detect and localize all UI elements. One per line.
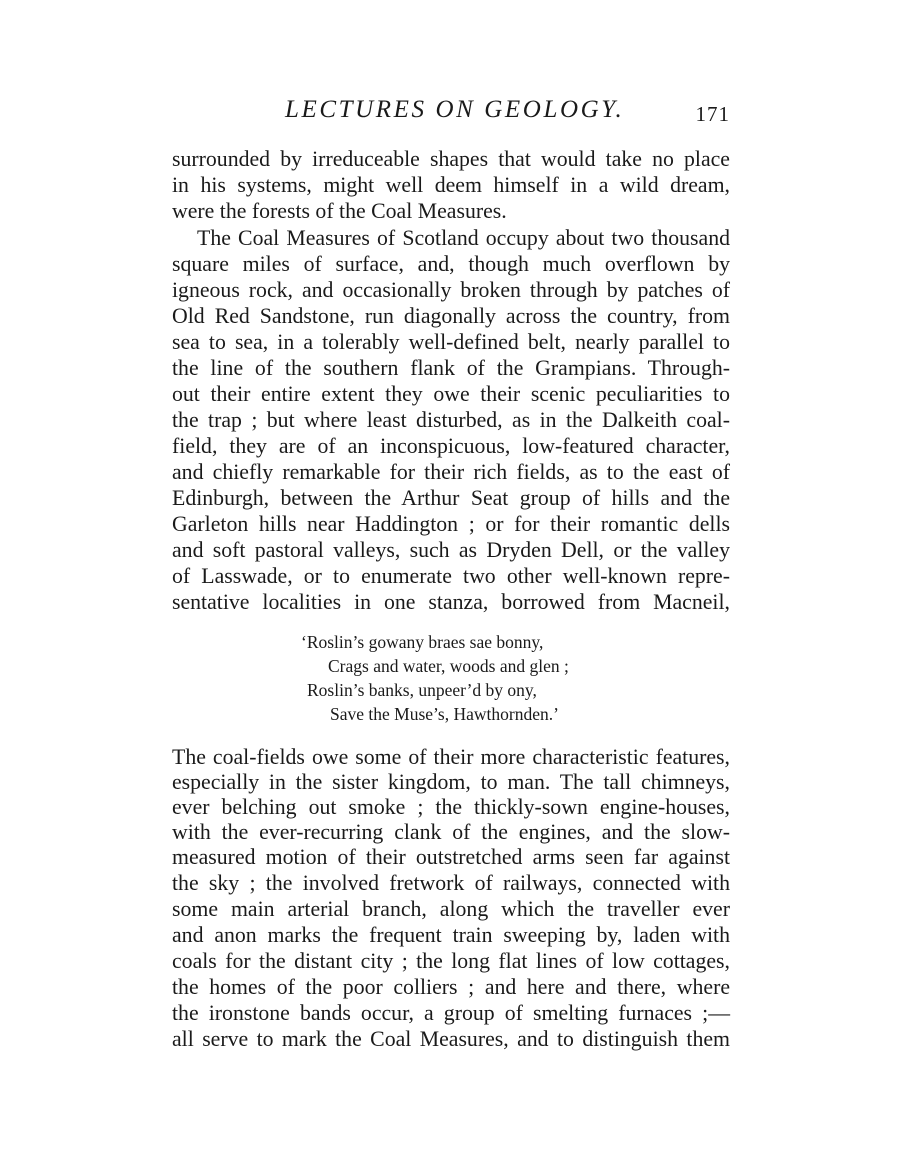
- verse-line: Roslin’s banks, unpeer’d by ony,: [307, 680, 537, 700]
- text-line: in his systems, might well deem himself in a wild dream,: [172, 173, 730, 197]
- text-line: Old Red Sandstone, run diagonally across the country, from: [172, 304, 730, 328]
- text-line: sea to sea, in a tolerably well-defined belt, nearly parallel to: [172, 330, 730, 354]
- text-line: Edinburgh, between the Arthur Seat group of hills and the: [172, 486, 730, 510]
- text-line: the sky ; the involved fretwork of railways, connected with: [172, 871, 730, 895]
- text-line: the trap ; but where least disturbed, as in the Dalkeith coal-: [172, 408, 730, 432]
- text-line: coals for the distant city ; the long flat lines of low cottages,: [172, 949, 730, 973]
- text-line: measured motion of their outstretched arms seen far against: [172, 845, 730, 869]
- text-line: especially in the sister kingdom, to man. The tall chimneys,: [172, 770, 730, 794]
- text-line: some main arterial branch, along which the traveller ever: [172, 897, 730, 921]
- verse-line: Crags and water, woods and glen ;: [328, 656, 569, 676]
- text-line: and anon marks the frequent train sweeping by, laden with: [172, 923, 730, 947]
- running-title: LECTURES ON GEOLOGY.: [285, 96, 625, 123]
- text-line: of Lasswade, or to enumerate two other well-known repre-: [172, 564, 730, 588]
- verse-line: ‘Roslin’s gowany braes sae bonny,: [301, 632, 544, 652]
- text-line: sentative localities in one stanza, borrowed from Macneil,: [172, 590, 730, 614]
- text-line: and soft pastoral valleys, such as Dryden Dell, or the valley: [172, 538, 730, 562]
- text-line: surrounded by irreduceable shapes that would take no place: [172, 147, 730, 171]
- text-line: field, they are of an inconspicuous, low-featured character,: [172, 434, 730, 458]
- page-number: 171: [695, 102, 730, 126]
- text-line: all serve to mark the Coal Measures, and to distinguish them: [172, 1027, 730, 1051]
- text-line: The Coal Measures of Scotland occupy about two thousand: [197, 226, 730, 250]
- text-line: the homes of the poor colliers ; and here and there, where: [172, 975, 730, 999]
- text-line: the line of the southern flank of the Grampians. Through-: [172, 356, 730, 380]
- text-line: The coal-fields owe some of their more characteristic features,: [172, 745, 730, 769]
- running-head: [172, 96, 730, 130]
- verse-line: Save the Muse’s, Hawthornden.’: [330, 704, 559, 724]
- text-line: square miles of surface, and, though much overflown by: [172, 252, 730, 276]
- text-line: with the ever-recurring clank of the engines, and the slow-: [172, 820, 730, 844]
- text-line: Garleton hills near Haddington ; or for their romantic dells: [172, 512, 730, 536]
- text-line: and chiefly remarkable for their rich fields, as to the east of: [172, 460, 730, 484]
- text-line: igneous rock, and occasionally broken through by patches of: [172, 278, 730, 302]
- text-line: out their entire extent they owe their scenic peculiarities to: [172, 382, 730, 406]
- text-line: the ironstone bands occur, a group of smelting furnaces ;—: [172, 1001, 730, 1025]
- text-line: were the forests of the Coal Measures.: [172, 199, 507, 223]
- text-line: ever belching out smoke ; the thickly-sown engine-houses,: [172, 795, 730, 819]
